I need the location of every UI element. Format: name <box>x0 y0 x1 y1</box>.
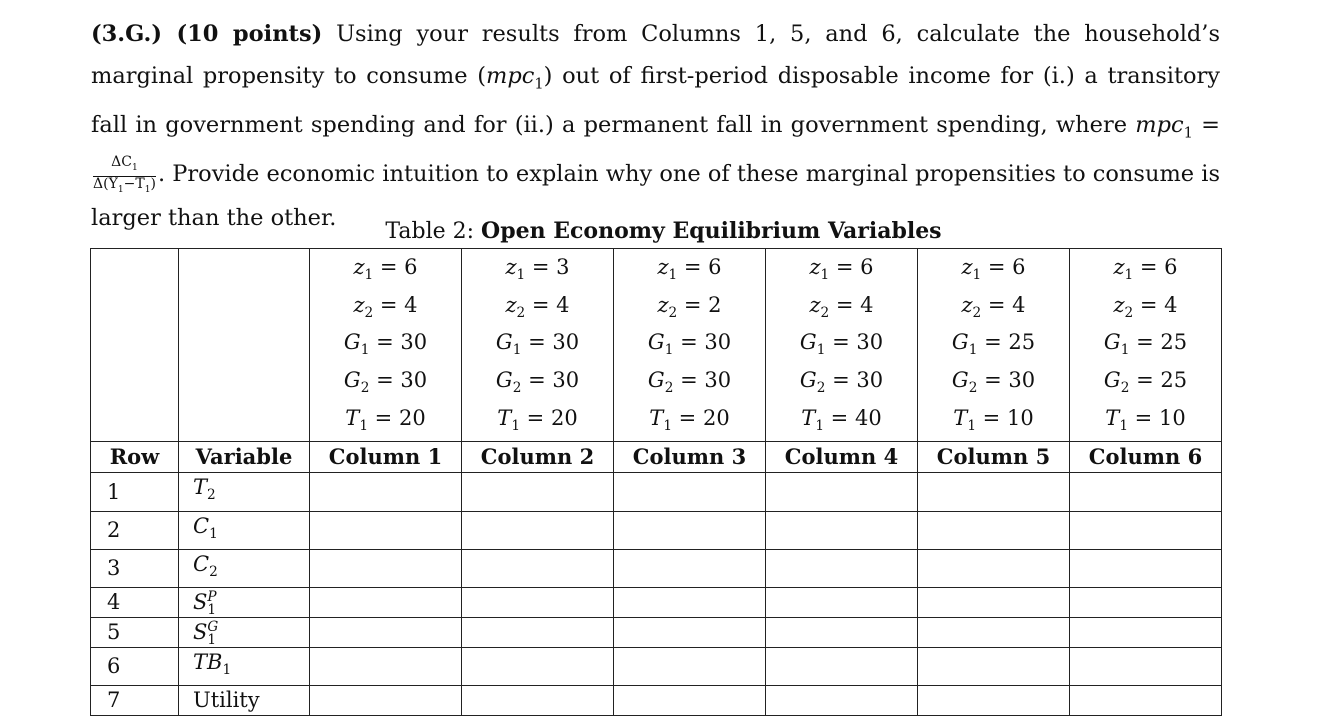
answer-cell[interactable] <box>766 618 918 648</box>
empty-cell <box>179 249 310 442</box>
column-header-5: Column 5 <box>918 442 1070 473</box>
answer-cell[interactable] <box>918 686 1070 716</box>
param-cell-col3: $z_1 = 6$ $z_2 = 2$ $G_1 = 30$ $G_2 = 30$ $T_1 = 20$ <box>614 249 766 442</box>
answer-cell[interactable] <box>1070 648 1222 686</box>
answer-cell[interactable] <box>462 473 614 511</box>
answer-cell[interactable] <box>614 473 766 511</box>
variable-symbol: C <box>193 551 210 576</box>
frac-den-c: ) <box>150 176 156 193</box>
table-row <box>91 549 1222 587</box>
answer-cell[interactable] <box>310 473 462 511</box>
variable-symbol: T <box>193 475 208 500</box>
table-row <box>91 473 1222 511</box>
answer-cell[interactable] <box>918 648 1070 686</box>
answer-cell[interactable] <box>1070 549 1222 587</box>
row-header: Row <box>91 442 179 473</box>
answer-cell[interactable] <box>1070 473 1222 511</box>
variable-cell <box>179 648 310 686</box>
question-text-1: Using your results from Columns 1, 5, and 6, calculate the household’s marginal propensity to consume ( <box>91 21 1220 89</box>
mpc-subscript-2: 1 <box>1183 124 1193 141</box>
answer-cell[interactable] <box>766 686 918 716</box>
answer-cell[interactable] <box>310 511 462 549</box>
t1-value: 20 <box>398 405 426 430</box>
g1-value: 30 <box>552 330 580 355</box>
answer-cell[interactable] <box>310 588 462 618</box>
answer-cell[interactable] <box>310 618 462 648</box>
equals-sign: = <box>1192 111 1220 138</box>
variable-superscript: G <box>207 619 219 636</box>
t1-value: 20 <box>550 405 578 430</box>
g2-value: 30 <box>1008 368 1036 393</box>
answer-cell[interactable] <box>310 686 462 716</box>
variable-symbol: Utility <box>193 688 260 713</box>
param-cell-col6: $z_1 = 6$ $z_2 = 4$ $G_1 = 25$ $G_2 = 25$ $T_1 = 10$ <box>1070 249 1222 442</box>
answer-cell[interactable] <box>462 511 614 549</box>
t1-value: 40 <box>854 405 882 430</box>
answer-cell[interactable] <box>918 511 1070 549</box>
frac-den-a: Δ(Y <box>93 176 118 193</box>
answer-cell[interactable] <box>918 549 1070 587</box>
column-header-3: Column 3 <box>614 442 766 473</box>
answer-cell[interactable] <box>462 588 614 618</box>
answer-cell[interactable] <box>310 549 462 587</box>
answer-cell[interactable] <box>462 686 614 716</box>
answer-cell[interactable] <box>614 549 766 587</box>
table-row <box>91 511 1222 549</box>
column-header-6: Column 6 <box>1070 442 1222 473</box>
frac-den-sub1: 1 <box>117 184 124 195</box>
table-row <box>91 648 1222 686</box>
variable-subscript: 1 <box>207 631 217 648</box>
answer-cell[interactable] <box>1070 588 1222 618</box>
question-label: (3.G.) (10 points) <box>91 21 323 47</box>
param-cell-col2: $z_1 = 3$ $z_2 = 4$ $G_1 = 30$ $G_2 = 30$ $T_1 = 20$ <box>462 249 614 442</box>
parameter-row <box>91 249 1222 442</box>
z1-value: 6 <box>1012 255 1026 279</box>
row-number: 1 <box>91 473 179 511</box>
caption-prefix: Table 2: <box>385 219 482 244</box>
g1-value: 30 <box>704 330 732 355</box>
z2-value: 4 <box>1012 292 1026 317</box>
variable-cell <box>179 686 310 716</box>
answer-cell[interactable] <box>614 588 766 618</box>
z1-value: 6 <box>860 255 874 279</box>
answer-cell[interactable] <box>614 511 766 549</box>
question-text-2: ) out of first-period disposable income for (i.) a transitory fall in government spending and for (ii.) a permanent fall in government spending, where <box>91 62 1220 138</box>
answer-cell[interactable] <box>766 473 918 511</box>
variable-symbol: S <box>193 620 208 644</box>
answer-cell[interactable] <box>1070 511 1222 549</box>
g1-value: 30 <box>856 330 884 355</box>
answer-cell[interactable] <box>462 549 614 587</box>
variable-subscript: 1 <box>209 525 218 542</box>
row-number: 2 <box>91 511 179 549</box>
frac-numerator-sub: 1 <box>132 163 138 174</box>
row-number: 6 <box>91 648 179 686</box>
variable-symbol: S <box>193 590 208 614</box>
frac-den-sub2: 1 <box>144 184 151 195</box>
frac-numerator: ΔC <box>111 154 132 171</box>
z2-value: 4 <box>404 292 418 317</box>
table-row <box>91 618 1222 648</box>
column-header-4: Column 4 <box>766 442 918 473</box>
answer-cell[interactable] <box>766 588 918 618</box>
question-paragraph <box>91 14 1220 239</box>
g2-value: 30 <box>704 368 732 393</box>
answer-cell[interactable] <box>918 588 1070 618</box>
variable-cell <box>179 549 310 587</box>
g2-value: 30 <box>552 368 580 393</box>
answer-cell[interactable] <box>1070 618 1222 648</box>
z1-value: 6 <box>708 255 722 279</box>
answer-cell[interactable] <box>614 686 766 716</box>
answer-cell[interactable] <box>766 549 918 587</box>
mpc-subscript: 1 <box>534 75 544 92</box>
variable-superscript: P <box>207 589 217 606</box>
g1-value: 25 <box>1008 330 1036 355</box>
mpc-symbol-2: mpc <box>1135 111 1184 138</box>
answer-cell[interactable] <box>462 618 614 648</box>
caption-title: Open Economy Equilibrium Variables <box>481 218 942 244</box>
table-row <box>91 588 1222 618</box>
variable-cell <box>179 473 310 511</box>
answer-cell[interactable] <box>918 618 1070 648</box>
g2-value: 30 <box>856 368 884 393</box>
z2-value: 2 <box>708 292 722 317</box>
row-number: 4 <box>91 588 179 618</box>
frac-den-b: −T <box>123 176 145 193</box>
variable-cell <box>179 588 310 618</box>
g2-value: 30 <box>400 368 428 393</box>
z1-value: 6 <box>404 255 418 279</box>
param-cell-col1: $z_1 = 6$ $z_2 = 4$ $G_1 = 30$ $G_2 = 30$ $T_1 = 20$ <box>310 249 462 442</box>
answer-cell[interactable] <box>614 618 766 648</box>
mpc-symbol: mpc <box>486 62 535 89</box>
g1-value: 25 <box>1160 330 1188 355</box>
variable-symbol: TB <box>193 650 223 674</box>
g1-value: 30 <box>400 330 428 355</box>
answer-cell[interactable] <box>614 648 766 686</box>
row-number: 5 <box>91 618 179 648</box>
answer-cell[interactable] <box>310 648 462 686</box>
answer-cell[interactable] <box>766 648 918 686</box>
param-cell-col4: $z_1 = 6$ $z_2 = 4$ $G_1 = 30$ $G_2 = 30$ $T_1 = 40$ <box>766 249 918 442</box>
answer-cell[interactable] <box>766 511 918 549</box>
variable-subscript: 2 <box>207 487 216 504</box>
table-row <box>91 686 1222 716</box>
variable-subscript: 1 <box>222 662 232 679</box>
variable-subscript: 2 <box>209 564 218 580</box>
mpc-fraction <box>93 155 156 198</box>
equilibrium-table <box>90 248 1222 716</box>
row-number: 7 <box>91 686 179 716</box>
param-cell-col5: $z_1 = 6$ $z_2 = 4$ $G_1 = 25$ $G_2 = 30$ $T_1 = 10$ <box>918 249 1070 442</box>
column-header-1: Column 1 <box>310 442 462 473</box>
variable-cell <box>179 618 310 648</box>
answer-cell[interactable] <box>462 648 614 686</box>
z2-value: 4 <box>860 292 874 317</box>
table-caption <box>0 218 1327 244</box>
question-text-3: . Provide economic intuition to explain why one of these marginal propensities to consume is larger than the other. <box>91 160 1220 231</box>
z1-value: 3 <box>556 255 570 279</box>
variable-symbol: C <box>193 513 210 538</box>
variable-cell <box>179 511 310 549</box>
answer-cell[interactable] <box>918 473 1070 511</box>
z1-value: 6 <box>1164 255 1178 279</box>
z2-value: 4 <box>1164 292 1178 317</box>
answer-cell[interactable] <box>1070 686 1222 716</box>
g2-value: 25 <box>1160 368 1188 393</box>
header-row <box>91 442 1222 473</box>
t1-value: 10 <box>1158 405 1186 430</box>
variable-subscript: 1 <box>207 601 217 618</box>
z2-value: 4 <box>556 292 570 317</box>
variable-header: Variable <box>179 442 310 473</box>
t1-value: 10 <box>1006 405 1034 430</box>
row-number: 3 <box>91 549 179 587</box>
t1-value: 20 <box>702 405 730 430</box>
empty-cell <box>91 249 179 442</box>
column-header-2: Column 2 <box>462 442 614 473</box>
